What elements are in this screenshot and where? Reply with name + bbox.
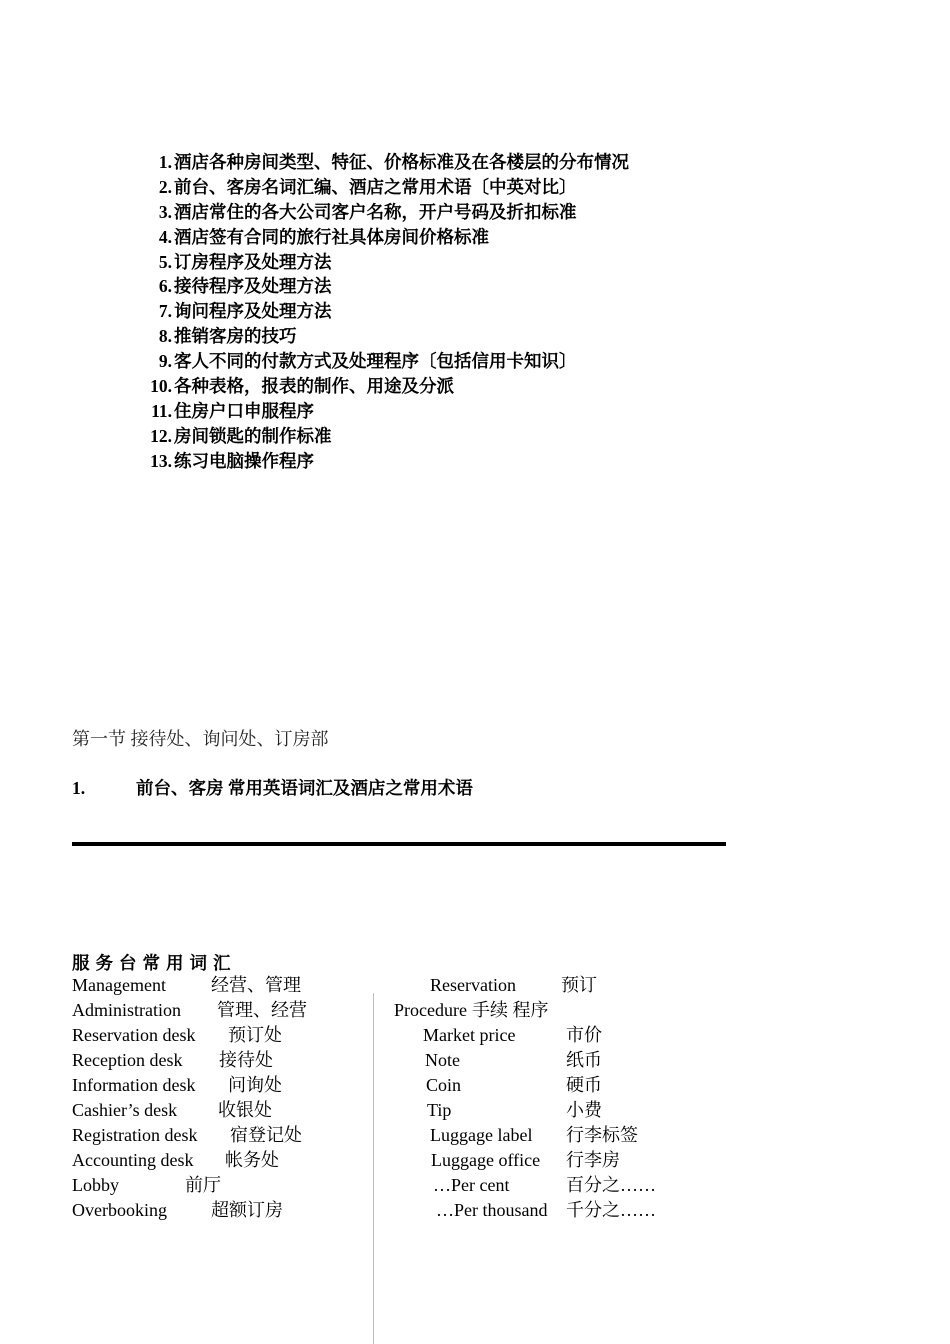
- vocab-english: Reservation: [430, 975, 516, 995]
- toc-item-number: 5.: [158, 251, 172, 272]
- vocab-chinese: 管理、经营: [217, 1000, 307, 1020]
- vocab-english: …Per thousand: [436, 1200, 548, 1220]
- vocab-chinese: 收银处: [218, 1100, 272, 1120]
- column-divider: [373, 993, 374, 1344]
- vocab-chinese: 硬币: [566, 1075, 602, 1095]
- toc-item-number: 9.: [158, 351, 172, 372]
- toc-item: [136, 374, 629, 399]
- subheading: [72, 775, 473, 800]
- vocab-english: Administration: [72, 1000, 181, 1020]
- vocab-chinese: 行李房: [566, 1150, 620, 1170]
- vocab-chinese: 市价: [566, 1025, 602, 1045]
- toc-item: [136, 299, 629, 324]
- vocab-chinese: 超额订房: [211, 1200, 283, 1220]
- toc-item: [136, 225, 629, 250]
- vocab-english: Lobby: [72, 1175, 119, 1195]
- vocab-chinese: 手续 程序: [472, 1000, 549, 1020]
- vocab-chinese: 行李标签: [566, 1125, 638, 1145]
- toc-item: [136, 449, 629, 474]
- vocab-chinese: 预订处: [228, 1025, 282, 1045]
- toc-item-number: 12.: [150, 425, 172, 446]
- vocab-chinese: 预订: [561, 975, 597, 995]
- vocab-chinese: 千分之……: [566, 1200, 656, 1220]
- toc-item: [136, 324, 629, 349]
- toc-item-number: 10.: [150, 376, 172, 397]
- vocab-english: Cashier’s desk: [72, 1100, 178, 1120]
- toc-item-text: 接待程序及处理方法: [174, 276, 332, 297]
- toc-item-text: 推销客房的技巧: [174, 326, 297, 347]
- vocab-chinese: 问询处: [228, 1075, 282, 1095]
- vocab-heading: 服务台常用词汇: [72, 953, 237, 973]
- vocab-english: Note: [425, 1050, 460, 1070]
- vocab-chinese: 小费: [566, 1100, 602, 1120]
- vocab-english: Market price: [423, 1025, 516, 1045]
- table-of-contents: [136, 150, 629, 474]
- toc-item-text: 练习电脑操作程序: [174, 450, 314, 471]
- toc-item-number: 7.: [158, 301, 172, 322]
- vocab-english: Overbooking: [72, 1200, 167, 1220]
- toc-item: [136, 424, 629, 449]
- vocab-english: Registration desk: [72, 1125, 198, 1145]
- toc-item-text: 酒店各种房间类型、特征、价格标准及在各楼层的分布情况: [174, 152, 629, 172]
- vocab-english: Luggage office: [431, 1150, 541, 1170]
- vocab-english: Tip: [427, 1100, 452, 1120]
- toc-item: [136, 274, 629, 299]
- vocab-english: Management: [72, 975, 166, 995]
- vocab-chinese: 经营、管理: [211, 975, 301, 995]
- vocab-chinese: 接待处: [219, 1050, 273, 1070]
- horizontal-rule: [72, 842, 726, 846]
- toc-item-number: 2.: [158, 176, 172, 197]
- toc-item-text: 房间锁匙的制作标准: [174, 425, 332, 446]
- toc-item-number: 13.: [150, 450, 172, 471]
- toc-item: [136, 250, 629, 275]
- vocab-english: Information desk: [72, 1075, 196, 1095]
- toc-item: [136, 150, 629, 175]
- toc-item: [136, 175, 629, 200]
- toc-item-number: 3.: [158, 201, 172, 222]
- vocab-chinese: 纸币: [566, 1050, 602, 1070]
- toc-item-text: 客人不同的付款方式及处理程序〔包括信用卡知识〕: [174, 351, 577, 372]
- toc-item-text: 询问程序及处理方法: [174, 301, 332, 322]
- vocab-english: Luggage label: [430, 1125, 533, 1145]
- toc-item-number: 1.: [158, 152, 172, 172]
- subheading-number: 1.: [72, 778, 86, 798]
- toc-item-number: 11.: [151, 400, 172, 421]
- vocab-chinese: 宿登记处: [230, 1125, 302, 1145]
- toc-item-text: 酒店常住的各大公司客户名称，开户号码及折扣标准: [174, 201, 577, 222]
- toc-item-number: 6.: [158, 276, 172, 297]
- toc-item: [136, 399, 629, 424]
- toc-item-text: 订房程序及处理方法: [174, 251, 332, 272]
- toc-item-text: 各种表格，报表的制作、用途及分派: [174, 376, 454, 397]
- vocab-english: …Per cent: [433, 1175, 510, 1195]
- toc-item: [136, 200, 629, 225]
- vocab-english: Accounting desk: [72, 1150, 194, 1170]
- subheading-text: 前台、客房 常用英语词汇及酒店之常用术语: [136, 778, 473, 798]
- toc-item-number: 8.: [158, 326, 172, 347]
- vocab-english: Coin: [426, 1075, 462, 1095]
- vocab-chinese: 帐务处: [225, 1150, 279, 1170]
- toc-item-number: 4.: [158, 226, 172, 247]
- toc-item-text: 酒店签有合同的旅行社具体房间价格标准: [174, 226, 489, 247]
- toc-item: [136, 349, 629, 374]
- section-title: 第一节 接待处、询问处、订房部: [72, 729, 329, 749]
- vocab-english: Reception desk: [72, 1050, 183, 1070]
- vocab-chinese: 前厅: [185, 1175, 221, 1195]
- vocab-english: Reservation desk: [72, 1025, 196, 1045]
- toc-item-text: 住房户口申服程序: [174, 400, 314, 421]
- vocab-chinese: 百分之……: [566, 1175, 656, 1195]
- vocab-english: Procedure: [394, 1000, 467, 1020]
- toc-item-text: 前台、客房名词汇编、酒店之常用术语〔中英对比〕: [174, 176, 577, 197]
